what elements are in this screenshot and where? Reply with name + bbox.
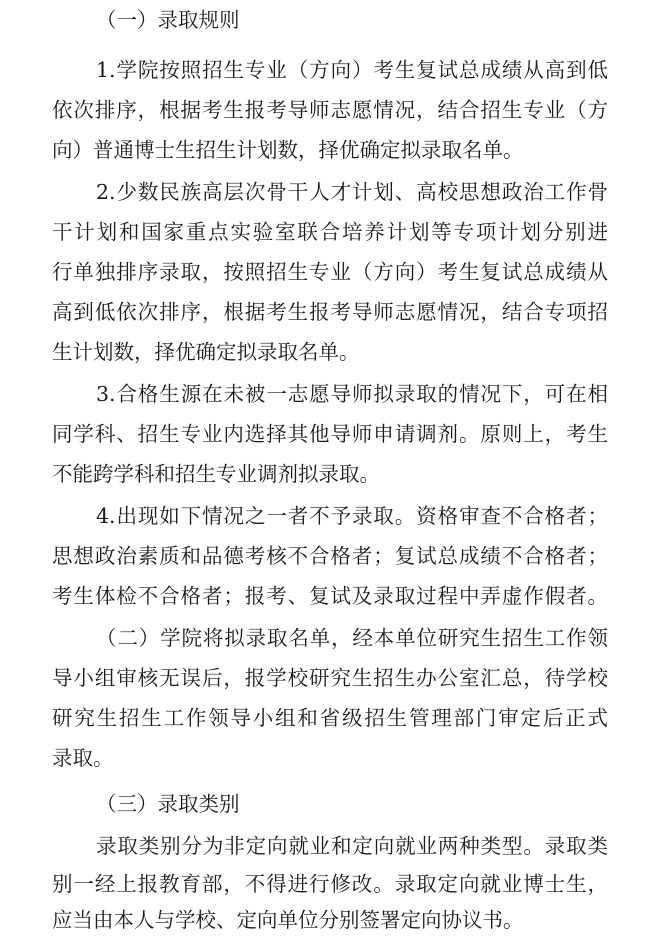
paragraph-line: 向）普通博士生招生计划数，择优确定拟录取名单。 bbox=[52, 138, 524, 162]
paragraph-line: 考生体检不合格者；报考、复试及录取过程中弄虚作假者。 bbox=[52, 584, 608, 608]
paragraph-line: 别一经上报教育部，不得进行修改。录取定向就业博士生， bbox=[52, 872, 608, 896]
section-heading-admission-rules: （一）录取规则 bbox=[96, 8, 240, 32]
paragraph-line: 导小组审核无误后，报学校研究生招生办公室汇总，待学校 bbox=[52, 666, 608, 690]
paragraph-line: 3.合格生源在未被一志愿导师拟录取的情况下，可在相 bbox=[96, 382, 608, 406]
paragraph-line: 研究生招生工作领导小组和省级招生管理部门审定后正式 bbox=[52, 706, 608, 730]
paragraph-line: 应当由本人与学校、定向单位分别签署定向协议书。 bbox=[52, 908, 524, 932]
paragraph-line: 行单独排序录取，按照招生专业（方向）考生复试总成绩从 bbox=[52, 260, 608, 284]
paragraph-line: （二）学院将拟录取名单，经本单位研究生招生工作领 bbox=[96, 626, 608, 650]
paragraph-line: 生计划数，择优确定拟录取名单。 bbox=[52, 340, 360, 364]
paragraph-line: 依次排序，根据考生报考导师志愿情况，结合招生专业（方 bbox=[52, 98, 608, 122]
paragraph-line: 录取。 bbox=[52, 746, 114, 770]
paragraph-line: 干计划和国家重点实验室联合培养计划等专项计划分别进 bbox=[52, 220, 608, 244]
paragraph-line: 高到低依次排序，根据考生报考导师志愿情况，结合专项招 bbox=[52, 300, 608, 324]
paragraph-line: 思想政治素质和品德考核不合格者；复试总成绩不合格者； bbox=[52, 544, 608, 568]
paragraph-line: 2.少数民族高层次骨干人才计划、高校思想政治工作骨 bbox=[96, 180, 608, 204]
paragraph-line: 1.学院按照招生专业（方向）考生复试总成绩从高到低 bbox=[96, 58, 608, 82]
paragraph-line: 不能跨学科和招生专业调剂拟录取。 bbox=[52, 462, 380, 486]
paragraph-line: 同学科、招生专业内选择其他导师申请调剂。原则上，考生 bbox=[52, 422, 608, 446]
paragraph-line: 4.出现如下情况之一者不予录取。资格审查不合格者； bbox=[96, 504, 608, 528]
paragraph-line: 录取类别分为非定向就业和定向就业两种类型。录取类 bbox=[96, 834, 608, 858]
section-heading-admission-category: （三）录取类别 bbox=[96, 792, 240, 816]
